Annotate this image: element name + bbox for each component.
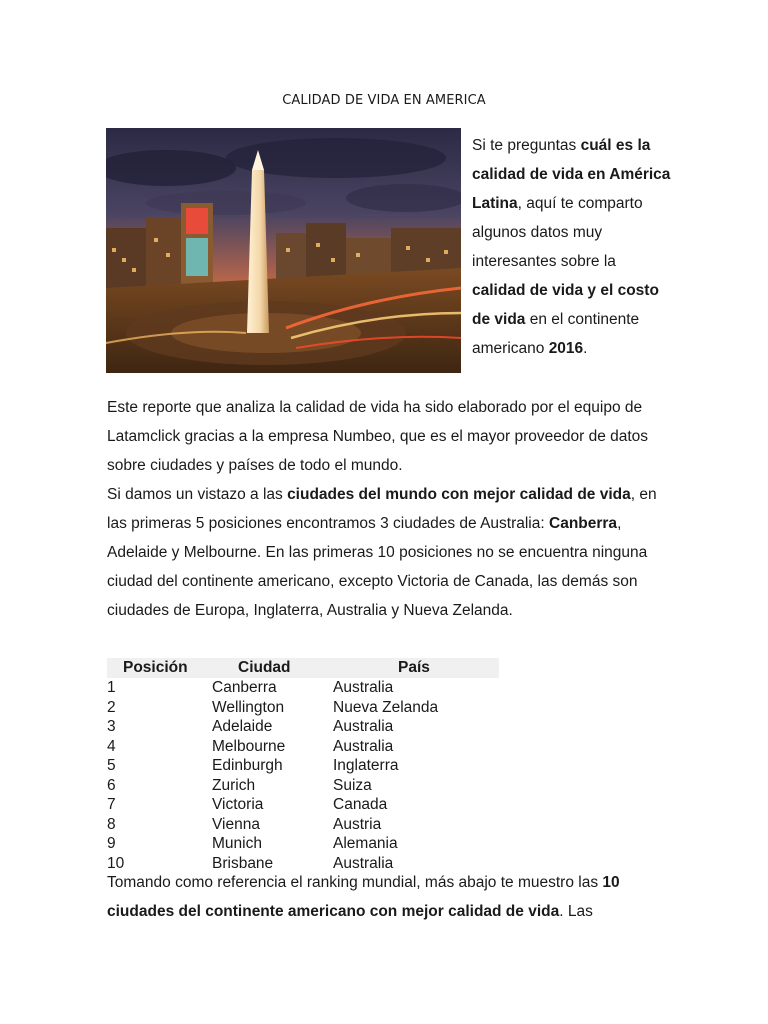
cell-city: Melbourne — [212, 737, 286, 755]
cell-position: 3 — [107, 718, 116, 735]
cell-position: 4 — [107, 737, 116, 755]
table-row — [107, 678, 499, 698]
paragraph2-text-3: , Adelaide y Melbourne. En las primeras 10 posiciones no se encuentra ninguna ciudad del continente americano, excepto Victoria de Canada, las demás son ciudades de Europa, Inglaterra, Australia y Nueva Zelanda. — [107, 515, 648, 619]
cell-city: Wellington — [212, 698, 285, 716]
intro-text-2: , aquí te comparto algunos datos muy interesantes sobre la — [472, 195, 643, 270]
intro-bold-2: calidad de vida y el costo de vida — [472, 282, 659, 328]
cell-position: 1 — [107, 679, 116, 696]
intro-paragraph — [472, 131, 672, 363]
cell-city: Brisbane — [212, 854, 274, 872]
cell-position: 2 — [107, 698, 116, 716]
intro-text-1: Si te preguntas — [472, 137, 581, 154]
cell-city: Zurich — [212, 776, 256, 794]
cell-country: Australia — [333, 718, 394, 735]
cell-position: 7 — [107, 796, 116, 813]
cell-city: Vienna — [212, 815, 260, 833]
paragraph2-text-1: Si damos un vistazo a las — [107, 486, 288, 503]
closing-paragraph — [107, 868, 672, 926]
table-row — [107, 756, 499, 776]
table-row — [107, 795, 499, 815]
paragraph2-text-2: , en las primeras 5 posiciones encontramos 3 ciudades de Australia: — [107, 486, 657, 532]
cell-country: Australia — [333, 679, 394, 696]
obelisk-photo — [106, 128, 461, 373]
intro-bold-1: cuál es la calidad de vida en América Latina — [472, 137, 671, 212]
cell-city: Edinburgh — [212, 757, 283, 774]
paragraph2-bold-1: ciudades del mundo con mejor calidad de vida — [287, 486, 631, 503]
body-section — [107, 393, 672, 625]
table-row — [107, 717, 499, 737]
header-country: País — [398, 659, 430, 676]
cell-position: 5 — [107, 757, 116, 774]
closing-text-1: Tomando como referencia el ranking mundial, más abajo te muestro las — [107, 874, 603, 891]
cell-position: 9 — [107, 835, 116, 852]
closing-bold-1: 10 ciudades del continente americano con mejor calidad de vida — [107, 874, 620, 920]
table-row — [107, 737, 499, 757]
paragraph-cities — [107, 480, 672, 625]
table-row — [107, 815, 499, 835]
intro-bold-3: 2016 — [548, 340, 584, 357]
cell-country: Austria — [333, 815, 382, 833]
table-row — [107, 776, 499, 796]
cell-city: Munich — [212, 835, 262, 852]
page-title: CALIDAD DE VIDA EN AMERICA — [282, 93, 486, 108]
cell-country: Inglaterra — [333, 757, 399, 774]
paragraph2-bold-2: Canberra — [549, 515, 618, 532]
table-header — [107, 658, 499, 678]
cell-country: Suiza — [333, 776, 372, 794]
header-city: Ciudad — [238, 659, 291, 676]
cell-city: Victoria — [212, 796, 264, 813]
table-row — [107, 698, 499, 718]
cell-city: Adelaide — [212, 718, 273, 735]
cell-city: Canberra — [212, 679, 277, 696]
cell-country: Canada — [333, 796, 388, 813]
ranking-table — [107, 658, 499, 873]
cell-country: Alemania — [333, 835, 398, 852]
cell-position: 10 — [107, 854, 125, 872]
paragraph-report: Este reporte que analiza la calidad de vida ha sido elaborado por el equipo de Latamclick gracias a la empresa Numbeo, que es el mayor proveedor de datos sobre ciudades y países de todo el mundo. — [107, 399, 649, 474]
cell-position: 6 — [107, 776, 116, 794]
cell-country: Australia — [333, 737, 394, 755]
cell-position: 8 — [107, 815, 116, 833]
table-row — [107, 834, 499, 854]
intro-text-4: . — [583, 340, 588, 357]
cell-country: Nueva Zelanda — [333, 698, 439, 716]
closing-text-2: . Las — [559, 903, 593, 920]
intro-text-3: en el continente americano — [472, 311, 640, 357]
header-position: Posición — [123, 659, 188, 676]
cell-country: Australia — [333, 854, 394, 872]
